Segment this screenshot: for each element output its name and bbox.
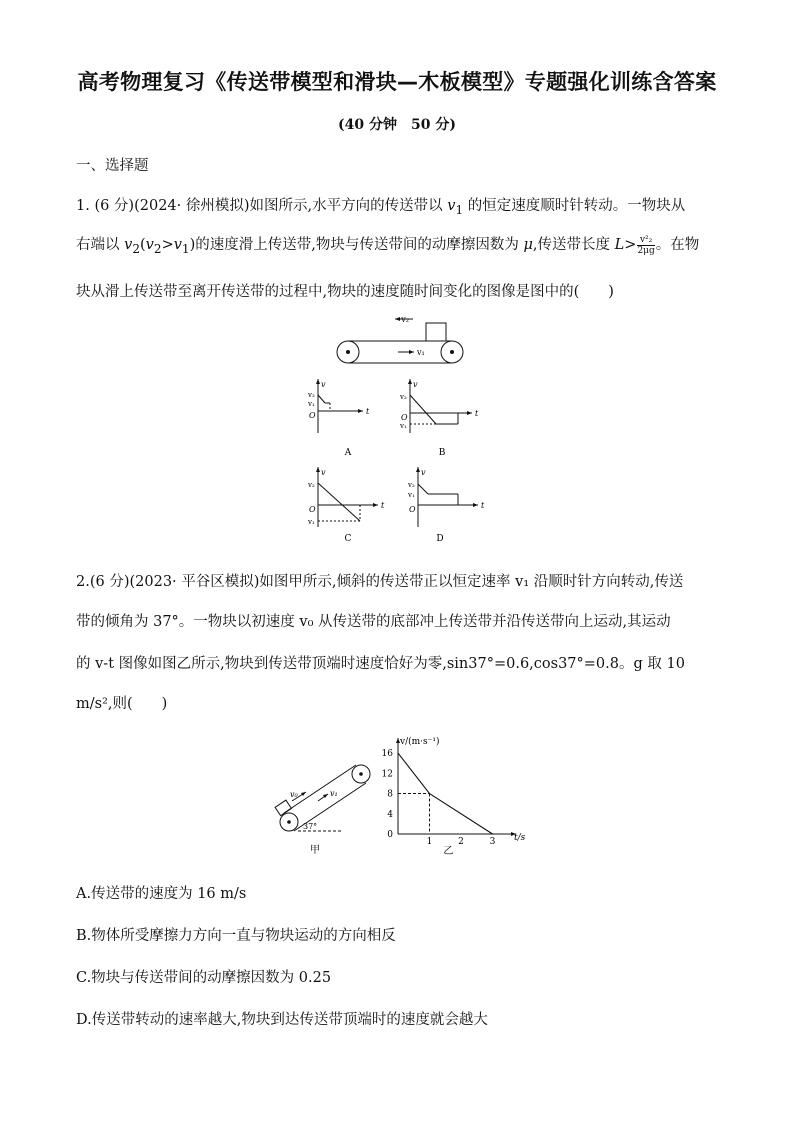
y-tick-label: 8	[387, 789, 393, 800]
q2-line-3: 的 v-t 图像如图乙所示,物块到传送带顶端时速度恰好为零,sin37°=0.6,cos37°=0.8。g 取 10	[76, 656, 685, 672]
q2-v0-label: v₀	[290, 790, 298, 799]
svg-text:O: O	[401, 413, 408, 422]
q2-option-a[interactable]: A.传送带的速度为 16 m/s	[76, 886, 247, 902]
x-tick-label: 1	[426, 837, 433, 847]
section-heading: 一、选择题	[76, 158, 149, 174]
svg-text:v₂: v₂	[408, 481, 415, 489]
q2-figure-yi-chart	[372, 730, 532, 858]
q1-option-c-label: C	[344, 534, 352, 544]
svg-text:v: v	[421, 468, 426, 477]
vt-chart-axes	[382, 736, 526, 847]
vt-line-segment	[430, 794, 493, 834]
x-axis-label: t/s	[514, 833, 526, 843]
svg-text:t: t	[381, 501, 385, 510]
q2-fig-yi-caption: 乙	[443, 846, 454, 857]
svg-text:v₂: v₂	[308, 481, 315, 489]
q2-figure-jia	[270, 755, 380, 855]
q2-option-b[interactable]: B.物体所受摩擦力方向一直与物块运动的方向相反	[76, 928, 396, 944]
q2-option-c[interactable]: C.物块与传送带间的动摩擦因数为 0.25	[76, 970, 332, 986]
q2-angle-label: 37°	[303, 822, 318, 831]
svg-text:v₂: v₂	[400, 393, 407, 401]
svg-text:v: v	[321, 380, 326, 389]
q2-line-4: m/s²,则( )	[76, 696, 168, 712]
y-axis-label: v/(m·s⁻¹)	[400, 737, 440, 747]
q2-option-d[interactable]: D.传送带转动的速率越大,物块到达传送带顶端时的速度就会越大	[76, 1012, 488, 1028]
vt-line-segment	[398, 753, 430, 793]
vt-chart-marks	[398, 753, 493, 857]
q2-inclined-belt	[275, 765, 370, 855]
fraction-v2sq-over-2mug: $\frac{\text{v²₂}}{2\mu g}$	[637, 234, 655, 256]
q1-option-d-label: D	[436, 534, 444, 544]
q1-fig-v2-label: v₂	[401, 315, 409, 324]
q1-fig-v1-label: v₁	[417, 348, 425, 357]
q1-line-3: 块从滑上传送带至离开传送带的过程中,物块的速度随时间变化的图像是图中的( )	[76, 284, 614, 300]
q1-graph-a	[307, 379, 370, 458]
q1-line-2: 右端以 $v_2(v_2>v_1)$的速度滑上传送带,物块与传送带间的动摩擦因数为 μ,传送带长度 L> $\frac{\text{v²₂}}{2\mu g}$ 。在物	[76, 234, 700, 256]
y-tick-label: 4	[387, 809, 393, 820]
q1-option-b-label: B	[438, 448, 446, 458]
q2-line-2: 带的倾角为 37°。一物块以初速度 v₀ 从传送带的底部冲上传送带并沿传送带向上运动,其运动	[76, 614, 671, 630]
q2-line-1: 2.(6 分)(2023· 平谷区模拟)如图甲所示,倾斜的传送带正以恒定速率 v₁ 沿顺时针方向转动,传送	[76, 574, 684, 590]
svg-text:v: v	[321, 468, 326, 477]
page-subtitle: (40 分钟 50 分)	[338, 117, 456, 133]
svg-text:O: O	[309, 411, 316, 420]
svg-text:v₁: v₁	[308, 400, 315, 408]
q2-v1-label: v₁	[330, 789, 338, 798]
svg-text:O: O	[309, 505, 316, 514]
q1-graph-b	[399, 379, 479, 458]
q2-fig-jia-caption: 甲	[310, 845, 320, 855]
y-tick-label: 12	[381, 769, 393, 780]
q1-conveyor-belt	[337, 315, 463, 363]
svg-text:t: t	[366, 407, 370, 416]
q1-figure	[300, 305, 500, 545]
y-tick-label: 16	[381, 749, 393, 760]
y-tick-label: 0	[387, 830, 393, 840]
svg-text:v: v	[413, 380, 418, 389]
q1-graph-d	[407, 467, 485, 544]
q1-line-1: 1. (6 分)(2024· 徐州模拟)如图所示,水平方向的传送带以 $v_1$ 的恒定速度顺时针转动。一物块从	[76, 198, 686, 217]
svg-text:O: O	[409, 505, 416, 514]
page-title: 高考物理复习《传送带模型和滑块—木板模型》专题强化训练含答案	[77, 70, 717, 94]
svg-text:t: t	[481, 501, 485, 510]
x-tick-label: 3	[489, 837, 496, 847]
svg-text:v₂: v₂	[308, 391, 315, 399]
q1-graph-c	[307, 467, 385, 544]
svg-text:t: t	[475, 409, 479, 418]
svg-text:v₁: v₁	[308, 518, 315, 526]
q1-option-a-label: A	[344, 448, 352, 458]
svg-text:v₁: v₁	[408, 491, 415, 499]
x-tick-label: 2	[458, 837, 464, 847]
svg-text:v₁: v₁	[400, 422, 407, 430]
